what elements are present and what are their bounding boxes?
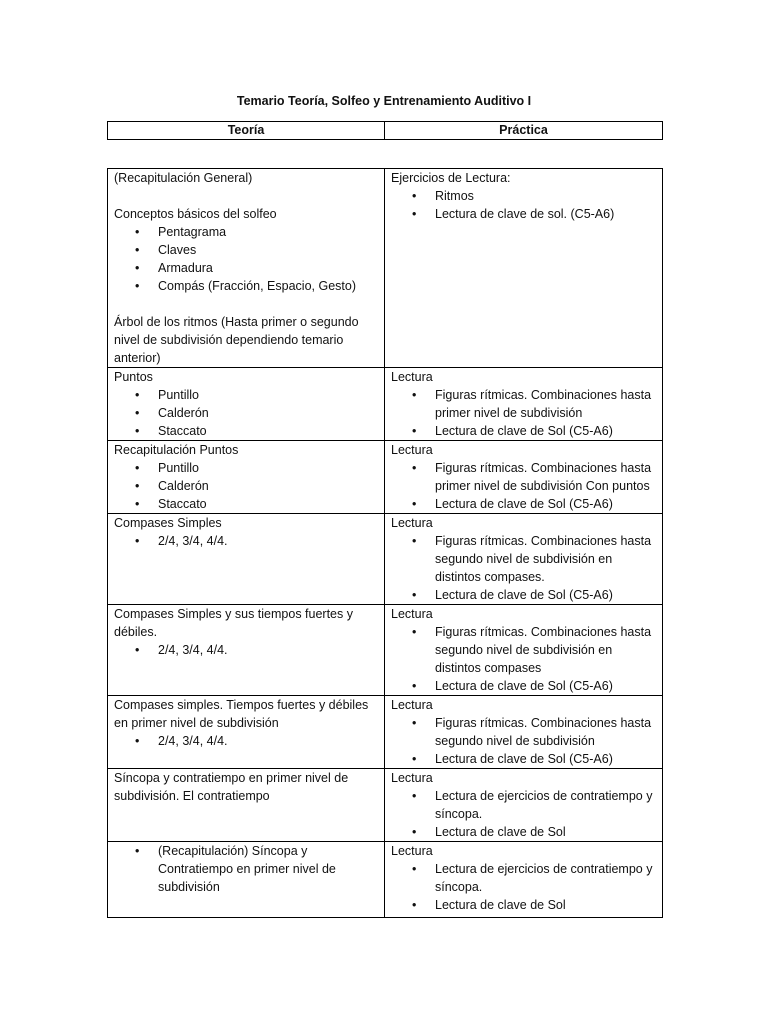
- cell-heading: Lectura: [391, 771, 433, 785]
- list-item: • Lectura de clave de Sol (C5-A6): [391, 677, 656, 695]
- cell-heading: Compases Simples: [114, 516, 222, 530]
- table-row: [108, 441, 663, 514]
- header-table: [107, 121, 663, 140]
- list-item: • Staccato: [114, 422, 378, 440]
- cell-practica: [385, 514, 663, 605]
- cell-heading: Lectura: [391, 607, 433, 621]
- list-item: • 2/4, 3/4, 4/4.: [114, 732, 378, 750]
- list-item: • Figuras rítmicas. Combinaciones hasta segundo nivel de subdivisión en distintos compases.: [391, 532, 656, 586]
- cell-text: [114, 295, 378, 313]
- cell-practica: [385, 769, 663, 842]
- cell-practica: [385, 842, 663, 918]
- table-row: [108, 696, 663, 769]
- document-title: Temario Teoría, Solfeo y Entrenamiento Auditivo I: [236, 94, 532, 108]
- list-item: • Pentagrama: [114, 223, 378, 241]
- list-item: • Calderón: [114, 477, 378, 495]
- cell-teoria: [108, 769, 385, 842]
- cell-heading: Puntos: [114, 370, 153, 384]
- list-item: • 2/4, 3/4, 4/4.: [114, 532, 378, 550]
- table-row: [108, 368, 663, 441]
- bullet-list: [391, 459, 656, 513]
- cell-practica: [385, 696, 663, 769]
- list-item: • Figuras rítmicas. Combinaciones hasta segundo nivel de subdivisión: [391, 714, 656, 750]
- list-item: • Figuras rítmicas. Combinaciones hasta primer nivel de subdivisión: [391, 386, 656, 422]
- cell-heading: Ejercicios de Lectura:: [391, 171, 511, 185]
- list-item: • Puntillo: [114, 459, 378, 477]
- cell-heading: Lectura: [391, 698, 433, 712]
- list-item: • Claves: [114, 241, 378, 259]
- cell-heading: Lectura: [391, 844, 433, 858]
- list-item: • Armadura: [114, 259, 378, 277]
- list-item: • Lectura de clave de Sol (C5-A6): [391, 586, 656, 604]
- bullet-list: [114, 459, 378, 513]
- cell-practica: [385, 169, 663, 368]
- cell-heading: Lectura: [391, 370, 433, 384]
- list-item: • (Recapitulación) Síncopa y Contratiempo en primer nivel de subdivisión: [114, 842, 378, 896]
- list-item: • 2/4, 3/4, 4/4.: [114, 641, 378, 659]
- bullet-list: [391, 532, 656, 604]
- cell-text: Árbol de los ritmos (Hasta primer o segundo nivel de subdivisión dependiendo temario anterior): [114, 315, 359, 365]
- bullet-list: [114, 641, 378, 659]
- bullet-list: [114, 732, 378, 750]
- cell-text: (Recapitulación General): [114, 171, 253, 185]
- cell-teoria: [108, 514, 385, 605]
- list-item: • Lectura de clave de Sol: [391, 896, 656, 914]
- list-item: • Lectura de clave de sol. (C5-A6): [391, 205, 656, 223]
- bullet-list: [114, 223, 378, 295]
- cell-heading: Recapitulación Puntos: [114, 443, 239, 457]
- list-item: • Lectura de clave de Sol (C5-A6): [391, 495, 656, 513]
- cell-practica: [385, 441, 663, 514]
- cell-heading: Compases simples. Tiempos fuertes y débiles en primer nivel de subdivisión: [114, 698, 369, 730]
- list-item: • Figuras rítmicas. Combinaciones hasta segundo nivel de subdivisión en distintos compases: [391, 623, 656, 677]
- column-header-practica: Práctica: [385, 122, 663, 140]
- list-item: • Compás (Fracción, Espacio, Gesto): [114, 277, 378, 295]
- cell-practica: [385, 368, 663, 441]
- cell-teoria: [108, 605, 385, 696]
- cell-teoria: [108, 169, 385, 368]
- cell-text: [114, 187, 378, 205]
- list-item: • Staccato: [114, 495, 378, 513]
- bullet-list: [391, 860, 656, 914]
- list-item: • Ritmos: [391, 187, 656, 205]
- list-item: • Lectura de clave de Sol (C5-A6): [391, 422, 656, 440]
- list-item: • Figuras rítmicas. Combinaciones hasta primer nivel de subdivisión Con puntos: [391, 459, 656, 495]
- table-row: [108, 605, 663, 696]
- bullet-list: [391, 187, 656, 223]
- table-row: [108, 769, 663, 842]
- bullet-list: [114, 532, 378, 550]
- cell-teoria: [108, 842, 385, 918]
- syllabus-table: [107, 168, 663, 918]
- bullet-list: [114, 842, 378, 896]
- cell-teoria: [108, 696, 385, 769]
- list-item: • Lectura de ejercicios de contratiempo y síncopa.: [391, 787, 656, 823]
- list-item: • Lectura de clave de Sol (C5-A6): [391, 750, 656, 768]
- bullet-list: [391, 386, 656, 440]
- table-row: [108, 842, 663, 918]
- bullet-list: [391, 623, 656, 695]
- table-row: [108, 169, 663, 368]
- bullet-list: [391, 714, 656, 768]
- cell-heading: Síncopa y contratiempo en primer nivel de subdivisión. El contratiempo: [114, 771, 349, 803]
- list-item: • Lectura de clave de Sol: [391, 823, 656, 841]
- cell-teoria: [108, 368, 385, 441]
- cell-heading: Compases Simples y sus tiempos fuertes y débiles.: [114, 607, 353, 639]
- cell-text: Conceptos básicos del solfeo: [114, 207, 277, 221]
- bullet-list: [391, 787, 656, 841]
- cell-teoria: [108, 441, 385, 514]
- cell-practica: [385, 605, 663, 696]
- list-item: • Lectura de ejercicios de contratiempo y síncopa.: [391, 860, 656, 896]
- list-item: • Puntillo: [114, 386, 378, 404]
- cell-heading: Lectura: [391, 443, 433, 457]
- list-item: • Calderón: [114, 404, 378, 422]
- table-row: [108, 514, 663, 605]
- column-header-teoria: Teoría: [108, 122, 385, 140]
- bullet-list: [114, 386, 378, 440]
- cell-heading: Lectura: [391, 516, 433, 530]
